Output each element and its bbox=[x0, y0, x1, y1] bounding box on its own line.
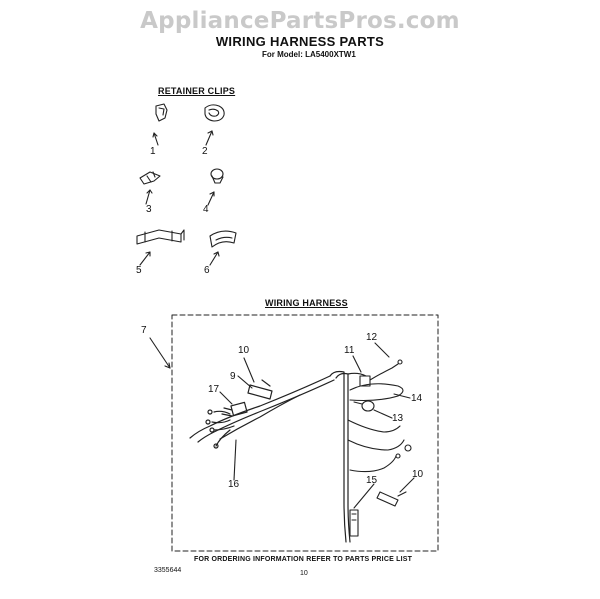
callout-15: 15 bbox=[366, 475, 378, 486]
callout-2: 2 bbox=[202, 146, 208, 157]
callout-17: 17 bbox=[208, 384, 220, 395]
retainer-clips-heading: RETAINER CLIPS bbox=[158, 86, 236, 96]
callout-11: 11 bbox=[344, 345, 355, 356]
harness-trunk bbox=[190, 372, 366, 543]
ordering-note: FOR ORDERING INFORMATION REFER TO PARTS PRICE LIST bbox=[194, 556, 413, 563]
callout-16: 16 bbox=[228, 479, 240, 490]
callout-7: 7 bbox=[141, 325, 147, 336]
retainer-clip-2 bbox=[205, 105, 224, 145]
page-number: 10 bbox=[300, 570, 308, 577]
callout-13: 13 bbox=[392, 413, 404, 424]
retainer-clip-5 bbox=[137, 230, 184, 265]
callout-1: 1 bbox=[150, 146, 156, 157]
retainer-clip-3 bbox=[140, 172, 160, 204]
page-title: WIRING HARNESS PARTS bbox=[215, 34, 385, 49]
watermark: AppliancePartsPros.com bbox=[140, 8, 460, 34]
callout-6: 6 bbox=[204, 265, 210, 276]
wiring-harness-heading: WIRING HARNESS bbox=[265, 298, 348, 308]
harness-right-components bbox=[348, 360, 411, 536]
retainer-clip-4 bbox=[208, 169, 223, 205]
document-number: 3355644 bbox=[154, 567, 182, 574]
callout-10-top: 10 bbox=[238, 345, 250, 356]
callout-4: 4 bbox=[203, 204, 209, 215]
callout-9: 9 bbox=[230, 371, 236, 382]
retainer-clip-6 bbox=[210, 231, 236, 265]
callout-12: 12 bbox=[366, 332, 378, 343]
callout-14: 14 bbox=[411, 393, 423, 404]
callout-3: 3 bbox=[146, 204, 152, 215]
model-subtitle: For Model: LA5400XTW1 bbox=[262, 50, 356, 59]
retainer-clip-1 bbox=[153, 104, 167, 145]
callout-10-bottom: 10 bbox=[412, 469, 424, 480]
callout-5: 5 bbox=[136, 265, 142, 276]
